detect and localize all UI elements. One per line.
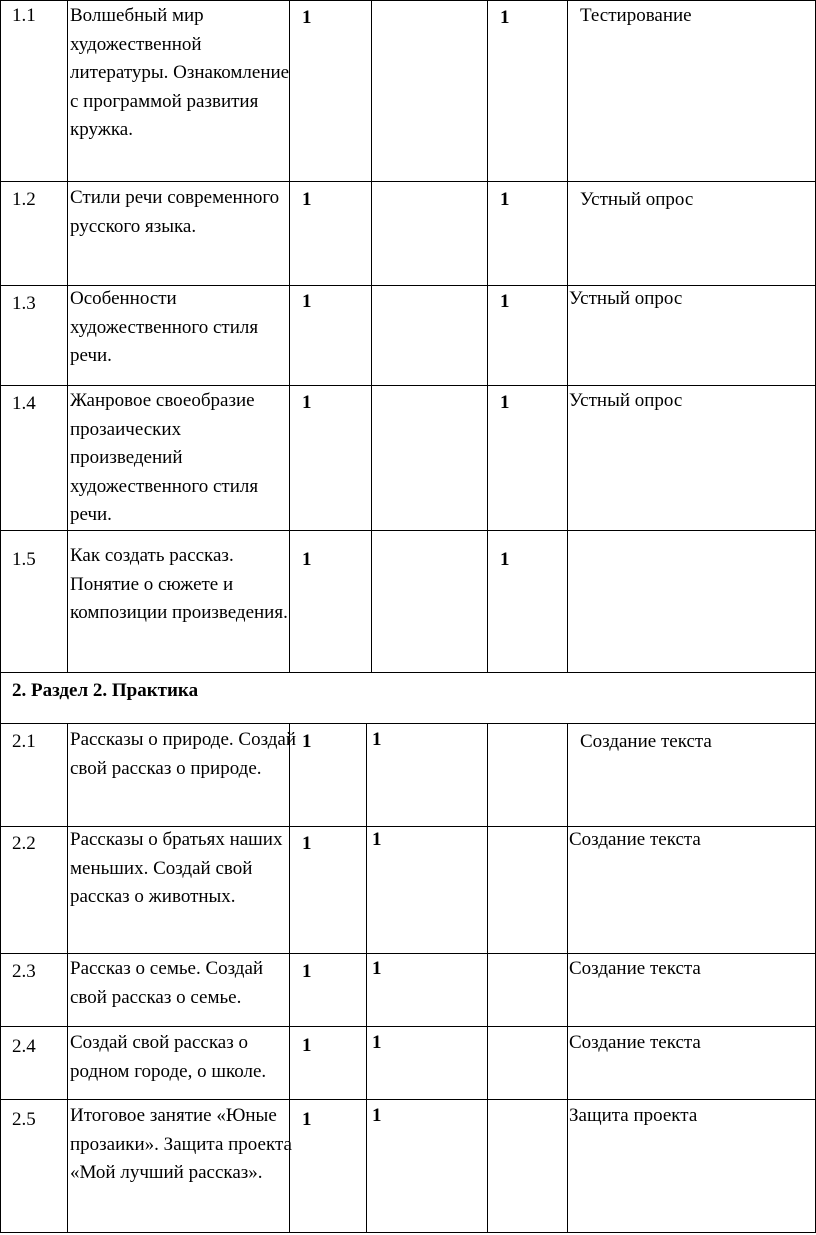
theory-hours: 1 (302, 1109, 312, 1130)
total-hours: 1 (500, 7, 510, 28)
row-number: 1.3 (12, 293, 36, 314)
rule (487, 723, 488, 1233)
control-form: Защита проекта (569, 1105, 698, 1126)
rule (567, 0, 568, 673)
total-hours: 1 (500, 549, 510, 570)
rule (67, 0, 68, 673)
row-number: 2.4 (12, 1036, 36, 1057)
row-number: 2.1 (12, 731, 36, 752)
theory-hours: 1 (302, 7, 312, 28)
theory-hours: 1 (302, 1035, 312, 1056)
control-form: Создание текста (569, 829, 701, 850)
row-number: 1.5 (12, 549, 36, 570)
theory-hours: 1 (302, 961, 312, 982)
row-title: Итоговое занятие «Юные прозаики». Защита проекта «Мой лучший рассказ». (70, 1105, 292, 1183)
rule (371, 0, 372, 673)
row-number: 2.3 (12, 961, 36, 982)
rule (0, 953, 816, 954)
theory-hours: 1 (302, 833, 312, 854)
row-number: 2.2 (12, 833, 36, 854)
practice-hours: 1 (372, 729, 382, 750)
control-form: Создание текста (569, 1032, 701, 1053)
rule (0, 181, 816, 182)
row-title: Жанровое своеобразие прозаических произведений художественного стиля речи. (70, 390, 259, 525)
row-title: Как создать рассказ. Понятие о сюжете и композиции произведения. (70, 545, 288, 623)
practice-hours: 1 (372, 958, 382, 979)
control-form: Устный опрос (569, 390, 683, 411)
row-number: 1.2 (12, 189, 36, 210)
theory-hours: 1 (302, 291, 312, 312)
rule (0, 1026, 816, 1027)
control-form: Тестирование (580, 5, 692, 26)
rule (0, 0, 1, 1233)
row-title: Стили речи современного русского языка. (70, 187, 280, 237)
rule (0, 1099, 816, 1100)
theory-hours: 1 (302, 392, 312, 413)
row-title: Рассказы о природе. Создай свой рассказ о природе. (70, 729, 297, 779)
row-title: Волшебный мир художественной литературы. Ознакомление с программой развития кружка. (70, 5, 290, 140)
section-title: 2. Раздел 2. Практика (12, 680, 199, 701)
practice-hours: 1 (372, 1105, 382, 1126)
total-hours: 1 (500, 189, 510, 210)
practice-hours: 1 (372, 1032, 382, 1053)
rule (0, 0, 816, 1)
rule (0, 385, 816, 386)
row-number: 2.5 (12, 1109, 36, 1130)
row-title: Рассказы о братьях наших меньших. Создай свой рассказ о животных. (70, 829, 283, 907)
control-form: Устный опрос (580, 189, 694, 210)
control-form: Устный опрос (569, 288, 683, 309)
rule (487, 0, 488, 673)
rule (366, 723, 367, 1233)
rule (0, 672, 816, 673)
total-hours: 1 (500, 291, 510, 312)
rule (567, 723, 568, 1233)
control-form: Создание текста (569, 958, 701, 979)
rule (0, 530, 816, 531)
control-form: Создание текста (580, 731, 712, 752)
total-hours: 1 (500, 392, 510, 413)
row-number: 1.4 (12, 393, 36, 414)
theory-hours: 1 (302, 549, 312, 570)
rule (0, 1232, 816, 1233)
theory-hours: 1 (302, 189, 312, 210)
row-title: Особенности художественного стиля речи. (70, 288, 259, 366)
row-title: Рассказ о семье. Создай свой рассказ о семье. (70, 958, 264, 1008)
rule (67, 723, 68, 1233)
row-title: Создай свой рассказ о родном городе, о школе. (70, 1032, 267, 1082)
row-number: 1.1 (12, 5, 36, 26)
theory-hours: 1 (302, 731, 312, 752)
rule (0, 723, 816, 724)
practice-hours: 1 (372, 829, 382, 850)
